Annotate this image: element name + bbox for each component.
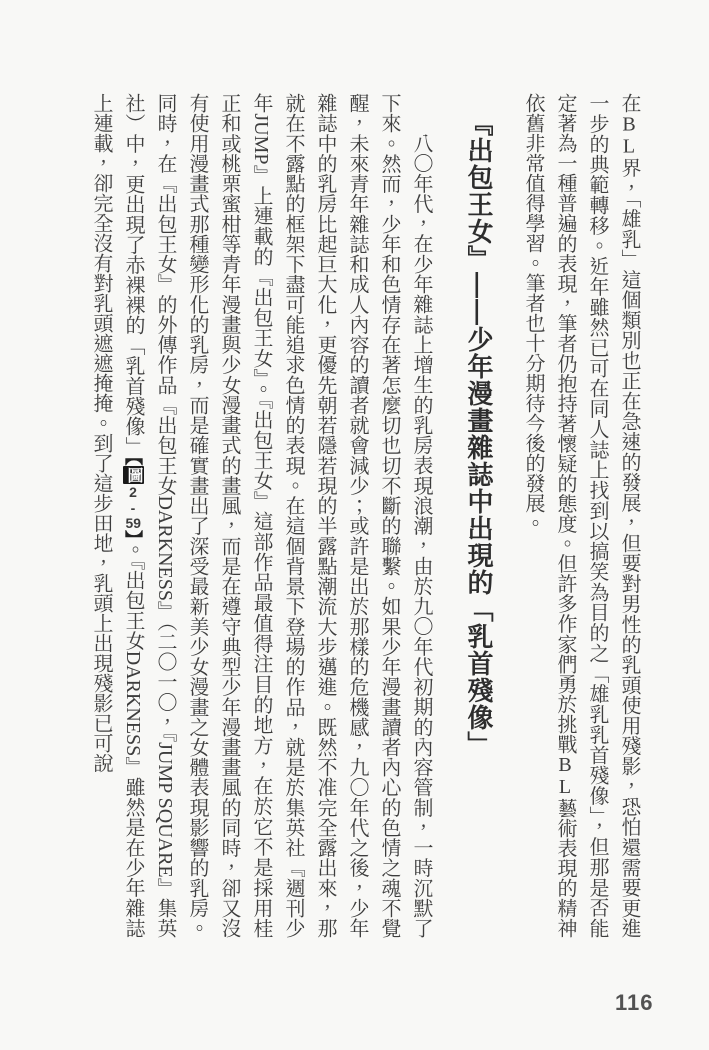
page-body: [85, 93, 645, 938]
text-run: 『出包王女』——少年漫畫雜誌中出現的「乳首殘像」: [464, 110, 494, 758]
text-run: 』雖然是在少年雜誌上連載，卻完全沒有對乳頭遮遮掩掩。到了這步田地，乳頭上出現殘影已可說: [90, 93, 144, 939]
text-run: DARKNESS: [122, 650, 144, 757]
text-run: 八〇年代，在少年雜誌上增生的乳房表現浪潮，由於九〇年代初期的內容管制，一時沉默了下來。然而，少年和色情存在著怎麼切也切不斷的聯繫。如果少年漫畫讀者內心的色情之魂不覺醒，未來青年雜誌和成人內容的讀者就會減少；或許是出於那樣的危機感，九〇年代之後，少年雜誌中的乳房比起巨大化，更優先朝若隱若現的半露點潮流大步邁進。既然不准完全露出來，那就在不露點的框架下盡可能追求色情的表現。在這個背景下登場的作品，就是於集英社『週刊少年: [250, 93, 432, 938]
text-run: 』（二〇一〇，『: [154, 601, 176, 743]
figure-ref-bracket: 】: [123, 530, 143, 540]
page-number: 116: [615, 990, 654, 1015]
figure-ref-number: 2: [125, 483, 141, 500]
text-run: 在: [618, 93, 640, 114]
paragraph-main: [85, 93, 437, 938]
text-run: JUMP: [250, 113, 272, 165]
text-run: 藝術表現的精神依舊非常值得學習。筆者也十分期待今後的發展。: [522, 93, 576, 939]
text-run: 』上連載的『出包王女』。『出包王女』這部作品最值得注目的地方，在於它不是採用桂正和或桃栗蜜柑等青年漫畫與少女漫畫式的畫風，而是在遵守典型少年漫畫畫風的同時，卻又沒有使用漫畫式那種變形化的乳房，而是確實畫出了深受最新美少女漫畫之女體表現影響的乳房。同時，在『出包王女』的外傳作品『出包王女: [154, 93, 272, 939]
figure-ref-dash: -: [125, 499, 141, 516]
section-heading: [461, 93, 497, 938]
text-run: 界，「雄乳」這個類別也正在急速的發展，但要對男性的乳頭使用殘影，恐怕還需要更進一步的典範轉移。近年雖然已可在同人誌上找到以搞笑為目的之「雄乳乳首殘像」，但那是否能定著為一種普遍的表現，筆者仍抱持著懷疑的態度。但許多作家們勇於挑戰: [554, 93, 640, 939]
text-run: BL: [554, 753, 576, 798]
text-run: BL: [618, 113, 640, 158]
figure-ref-number: 59: [125, 516, 141, 531]
paragraph-continuation: [517, 93, 645, 938]
figure-ref-bracket: 【: [123, 456, 143, 466]
text-run: DARKNESS: [154, 495, 176, 602]
figure-ref-label: 圖: [125, 466, 142, 483]
text-run: 。『出包王女: [122, 539, 144, 651]
text-run: 』集英社）中，更出現了赤裸裸的「乳首殘像」: [122, 93, 176, 939]
text-run: JUMP SQUARE: [154, 742, 176, 878]
